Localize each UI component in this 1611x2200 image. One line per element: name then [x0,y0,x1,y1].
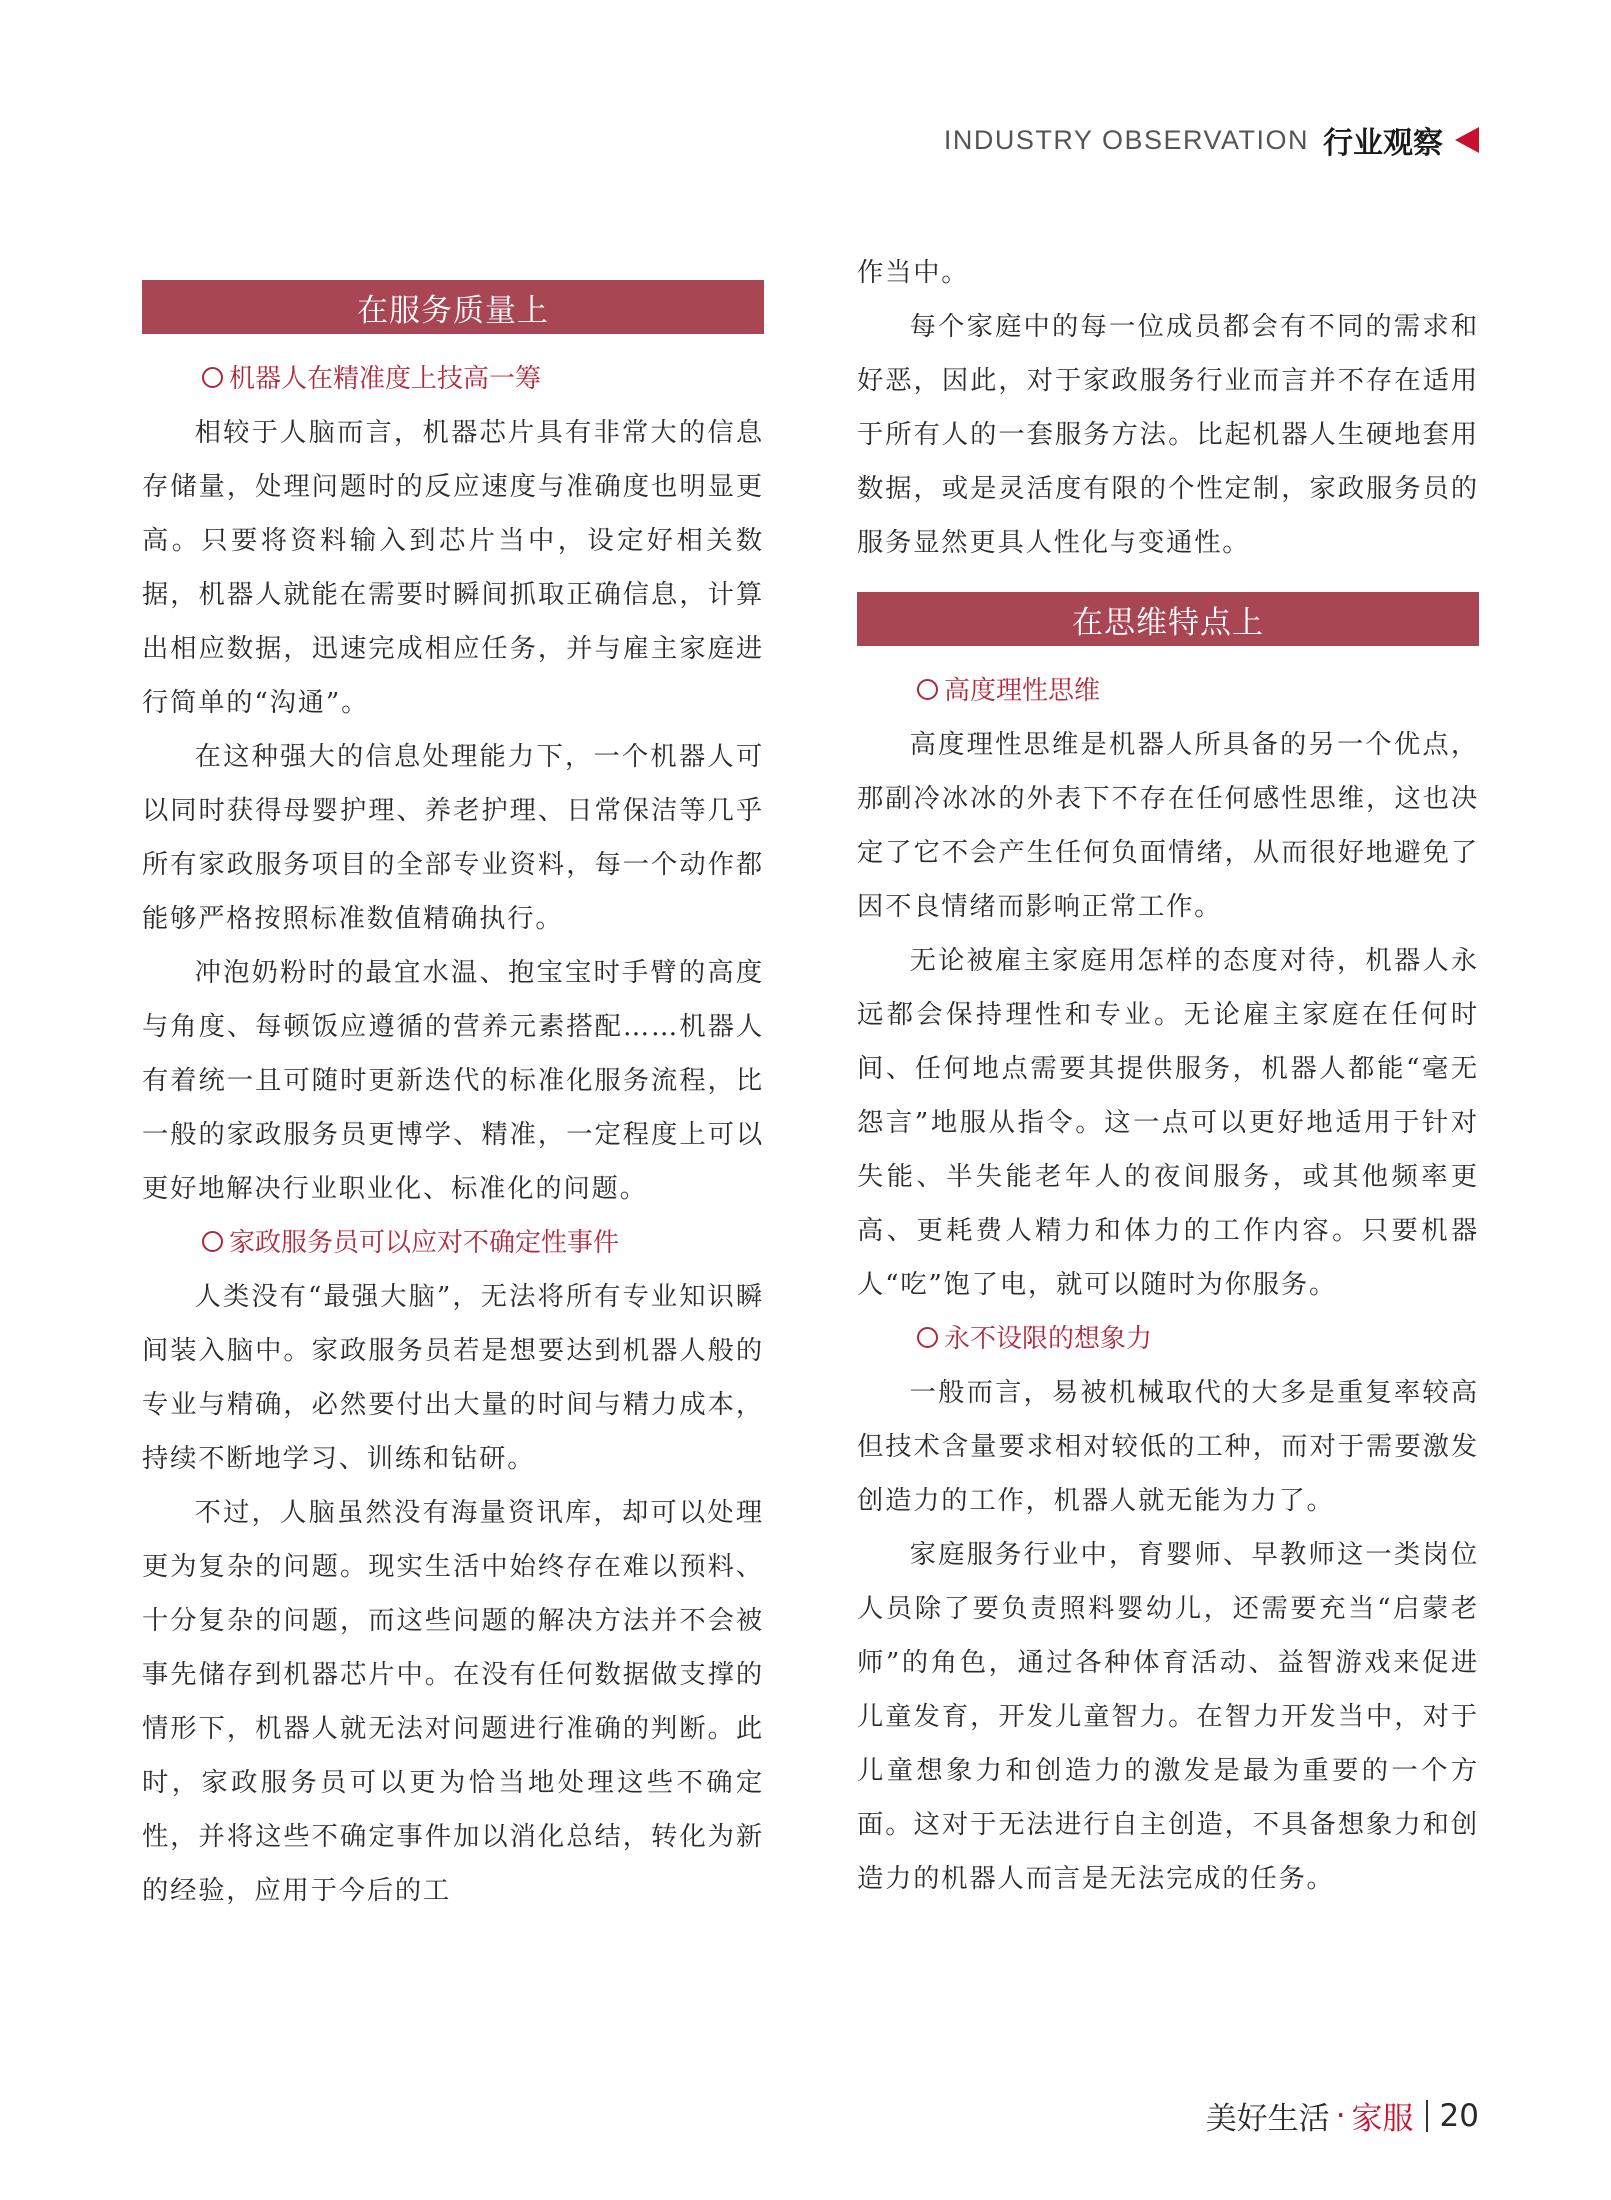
paragraph: 冲泡奶粉时的最宜水温、抱宝宝时手臂的高度与角度、每顿饭应遵循的营养元素搭配……机器人有着统一且可随时更新迭代的标准化服务流程，比一般的家政服务员更博学、精准，一定程度上可以更好地解决行业职业化、标准化的问题。 [142,958,764,1204]
magazine-name: 美好生活 [1205,2101,1330,2137]
paragraph: 在这种强大的信息处理能力下，一个机器人可以同时获得母婴护理、养老护理、日常保洁等几乎所有家政服务项目的全部专业资料，每一个动作都能够严格按照标准数值精确执行。 [142,742,764,934]
paragraph: 家庭服务行业中，育婴师、早教师这一类岗位人员除了要负责照料婴幼儿，还需要充当“启蒙老师”的角色，通过各种体育活动、益智游戏来促进儿童发育，开发儿童智力。在智力开发当中，对于儿童想象力和创造力的激发是最为重要的一个方面。这对于无法进行自主创造，不具备想象力和创造力的机器人而言是无法完成的任务。 [857,1540,1479,1894]
subheading-rational-thinking [857,664,1479,718]
paragraph: 无论被雇主家庭用怎样的态度对待，机器人永远都会保持理性和专业。无论雇主家庭在任何时间、任何地点需要其提供服务，机器人都能“毫无怨言”地服从指令。这一点可以更好地适用于针对失能、半失能老年人的夜间服务，或其他频率更高、更耗费人精力和体力的工作内容。只要机器人“吃”饱了电，就可以随时为你服务。 [857,946,1479,1300]
paragraph: 相较于人脑而言，机器芯片具有非常大的信息存储量，处理问题时的反应速度与准确度也明显更高。只要将资料输入到芯片当中，设定好相关数据，机器人就能在需要时瞬间抓取正确信息，计算出相应数据，迅速完成相应任务，并与雇主家庭进行简单的“沟通”。 [142,418,764,718]
subheading-uncertainty [142,1216,764,1270]
page-header [944,118,1479,162]
paragraph: 作当中。 [857,258,970,288]
header-english-title: INDUSTRY OBSERVATION [943,124,1309,155]
paragraph: 一般而言，易被机械取代的大多是重复率较高但技术含量要求相对较低的工种，而对于需要激发创造力的工作，机器人就无能为力了。 [857,1378,1479,1516]
footer-dot: · [1335,2097,1346,2134]
paragraph: 每个家庭中的每一位成员都会有不同的需求和好恶，因此，对于家政服务行业而言并不存在适用于所有人的一套服务方法。比起机器人生硬地套用数据，或是灵活度有限的个性定制，家政服务员的服务显然更具人性化与变通性。 [857,312,1479,558]
paragraph: 人类没有“最强大脑”，无法将所有专业知识瞬间装入脑中。家政服务员若是想要达到机器人般的专业与精确，必然要付出大量的时间与精力成本，持续不断地学习、训练和钻研。 [142,1282,764,1474]
header-chinese-title: 行业观察 [1323,126,1443,161]
page-footer [1206,2093,1479,2138]
right-column [857,246,1479,1906]
circle-bullet-icon [202,367,223,388]
footer-section-name: 家服 [1351,2101,1414,2137]
section-title-thinking: 在思维特点上 [857,592,1479,646]
footer-divider [1426,2100,1428,2132]
circle-bullet-icon [202,1231,223,1252]
subheading-precision [142,352,764,406]
subheading-text: 永不设限的想象力 [944,1324,1153,1354]
subheading-text: 高度理性思维 [944,676,1101,706]
paragraph: 不过，人脑虽然没有海量资讯库，却可以处理更为复杂的问题。现实生活中始终存在难以预料、十分复杂的问题，而这些问题的解决方法并不会被事先储存到机器芯片中。在没有任何数据做支撑的情形下，机器人就无法对问题进行准确的判断。此时，家政服务员可以更为恰当地处理这些不确定性，并将这些不确定事件加以消化总结，转化为新的经验，应用于今后的工 [142,1498,764,1906]
page-number: 20 [1439,2097,1479,2134]
circle-bullet-icon [917,1327,938,1348]
circle-bullet-icon [917,679,938,700]
subheading-text: 家政服务员可以应对不确定性事件 [229,1228,620,1258]
subheading-imagination [857,1312,1479,1366]
left-column [142,280,764,1918]
section-title-service-quality: 在服务质量上 [142,280,764,334]
header-arrow-icon [1455,127,1479,153]
paragraph: 高度理性思维是机器人所具备的另一个优点，那副冷冰冰的外表下不存在任何感性思维，这也决定了它不会产生任何负面情绪，从而很好地避免了因不良情绪而影响正常工作。 [857,730,1479,922]
subheading-text: 机器人在精准度上技高一筹 [229,364,542,394]
